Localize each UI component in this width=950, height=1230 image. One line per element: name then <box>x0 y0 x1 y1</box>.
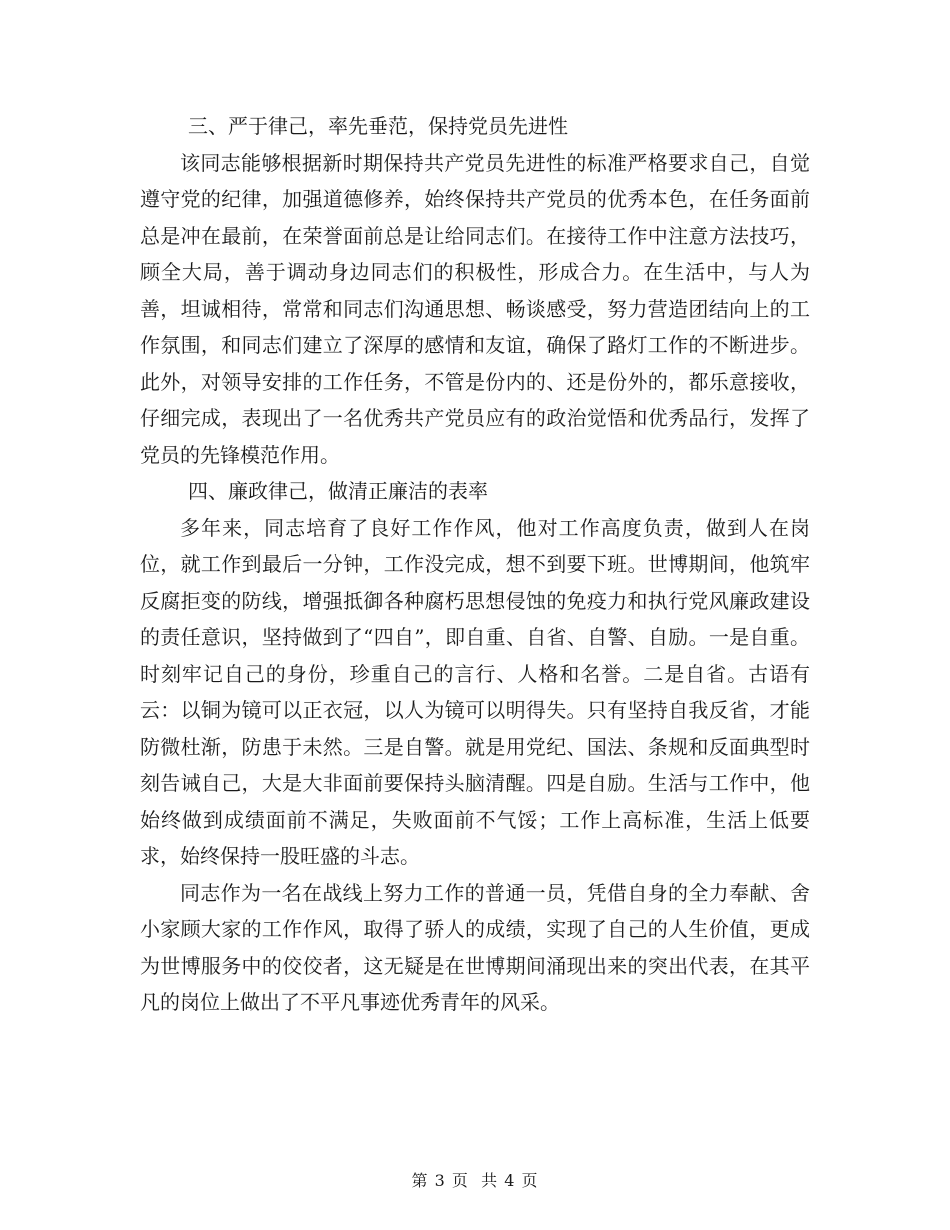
total-pages: 4 <box>504 1171 516 1190</box>
paragraph: 同志作为一名在战线上努力工作的普通一员，凭借自身的全力奉献、舍小家顾大家的工作作风，取得了骄人的成绩，实现了自己的人生价值，更成为世博服务中的佼佼者，这无疑是在世博期间涌现出来的突出代表，在其平凡的岗位上做出了不平凡事迹优秀青年的风采。 <box>140 880 810 1014</box>
footer-suffix: 页 <box>521 1171 539 1190</box>
document-body <box>140 108 810 1021</box>
page-footer <box>0 1168 950 1191</box>
section-heading-3: 三、严于律己，率先垂范，保持党员先进性 <box>188 114 568 138</box>
page-number: 3 <box>434 1171 446 1190</box>
footer-middle: 页 共 <box>451 1171 499 1190</box>
section-heading-4: 四、廉政律己，做清正廉洁的表率 <box>188 479 488 503</box>
paragraph: 该同志能够根据新时期保持共产党员先进性的标准严格要求自己，自觉遵守党的纪律，加强道德修养，始终保持共产党员的优秀本色，在任务面前总是冲在最前，在荣誉面前总是让给同志们。在接待工作中注意方法技巧，顾全大局，善于调动身边同志们的积极性，形成合力。在生活中，与人为善，坦诚相待，常常和同志们沟通思想、畅谈感受，努力营造团结向上的工作氛围，和同志们建立了深厚的感情和友谊，确保了路灯工作的不断进步。此外，对领导安排的工作任务，不管是份内的、还是份外的，都乐意接收，仔细完成，表现出了一名优秀共产党员应有的政治觉悟和优秀品行，发挥了党员的先锋模范作用。 <box>140 150 810 467</box>
footer-prefix: 第 <box>411 1171 429 1190</box>
paragraph: 多年来，同志培育了良好工作作风，他对工作高度负责，做到人在岗位，就工作到最后一分钟，工作没完成，想不到要下班。世博期间，他筑牢反腐拒变的防线，增强抵御各种腐朽思想侵蚀的免疫力和执行党风廉政建设的责任意识，坚持做到了“四自”，即自重、自省、自警、自励。一是自重。时刻牢记自己的身份，珍重自己的言行、人格和名誉。二是自省。古语有云：以铜为镜可以正衣冠，以人为镜可以明得失。只有坚持自我反省，才能防微杜渐，防患于未然。三是自警。就是用党纪、国法、条规和反面典型时刻告诫自己，大是大非面前要保持头脑清醒。四是自励。生活与工作中，他始终做到成绩面前不满足，失败面前不气馁；工作上高标准，生活上低要求，始终保持一股旺盛的斗志。 <box>140 515 810 868</box>
